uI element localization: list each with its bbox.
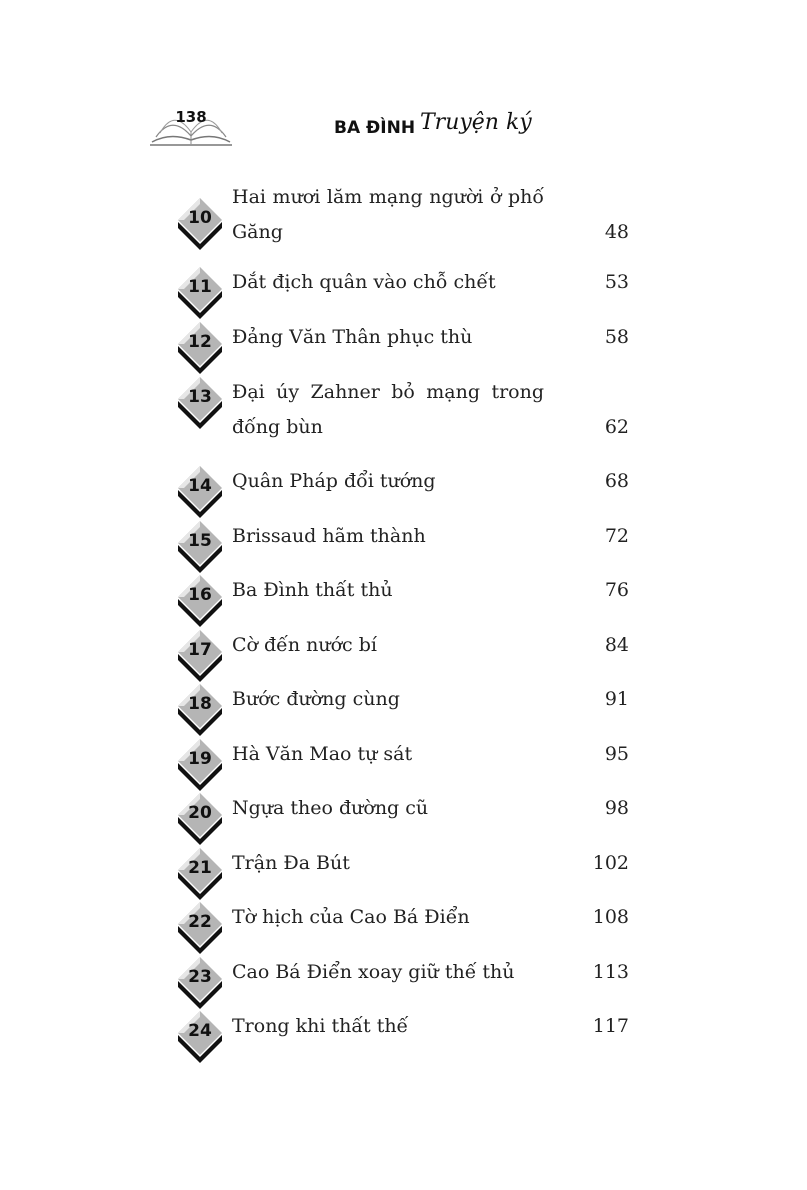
chapter-badge [172, 567, 228, 627]
chapter-title: Dắt địch quân vào chỗ chết [232, 271, 496, 293]
chapter-title: Tờ hịch của Cao Bá Điển [232, 906, 470, 928]
chapter-badge [172, 676, 228, 736]
chapter-number: 23 [188, 967, 212, 987]
chapter-badge [172, 259, 228, 319]
chapter-page: 58 [604, 326, 629, 348]
chapter-title: Hà Văn Mao tự sát [232, 743, 413, 765]
chapter-badge [172, 190, 228, 250]
chapter-title: Ngựa theo đường cũ [232, 797, 429, 819]
chapter-badge [172, 622, 228, 682]
chapter-number: 17 [188, 640, 212, 660]
chapter-page: 91 [604, 688, 629, 710]
chapter-badge [172, 894, 228, 954]
chapter-title: Trong khi thất thế [232, 1015, 409, 1037]
chapter-number: 15 [188, 531, 212, 551]
page-number: 138 [175, 108, 207, 126]
chapter-number: 22 [188, 912, 212, 932]
chapter-page: 76 [604, 579, 629, 601]
chapter-number: 10 [188, 208, 212, 228]
chapter-title: Đảng Văn Thân phục thù [232, 326, 473, 348]
chapter-page: 113 [592, 961, 629, 983]
page-header [0, 0, 807, 150]
chapter-title: Trận Đa Bút [232, 852, 350, 874]
chapter-number: 19 [188, 749, 212, 769]
chapter-title: Brissaud hãm thành [232, 525, 426, 547]
chapter-page: 53 [604, 271, 629, 293]
chapter-number: 16 [188, 585, 212, 605]
chapter-number: 14 [188, 476, 212, 496]
chapter-title: Đại úy Zahner bỏ mạng trong đống bùn [232, 381, 544, 438]
chapter-title: Cờ đến nước bí [232, 634, 377, 656]
chapter-badge [172, 731, 228, 791]
book-subtitle: Truyện ký [420, 110, 532, 135]
chapter-badge [172, 513, 228, 573]
chapter-page: 72 [604, 525, 629, 547]
chapter-badge [172, 369, 228, 429]
chapter-badge [172, 1003, 228, 1063]
chapter-number: 18 [188, 694, 212, 714]
chapter-page: 98 [604, 797, 629, 819]
chapter-number: 21 [188, 858, 212, 878]
chapter-title: Hai mươi lăm mạng người ở phố Găng [232, 186, 544, 243]
chapter-page: 62 [604, 416, 629, 438]
chapter-title: Ba Đình thất thủ [232, 579, 393, 601]
chapter-badge [172, 314, 228, 374]
chapter-badge [172, 458, 228, 518]
chapter-page: 48 [604, 221, 629, 243]
chapter-number: 12 [188, 332, 212, 352]
chapter-title: Cao Bá Điển xoay giữ thế thủ [232, 961, 515, 983]
chapter-title: Bước đường cùng [232, 688, 400, 710]
chapter-badge [172, 840, 228, 900]
chapter-number: 13 [188, 387, 212, 407]
chapter-page: 108 [592, 906, 629, 928]
chapter-badge [172, 949, 228, 1009]
chapter-number: 24 [188, 1021, 212, 1041]
chapter-number: 20 [188, 803, 212, 823]
chapter-page: 102 [592, 852, 629, 874]
chapter-badge [172, 785, 228, 845]
book-title: BA ĐÌNH [334, 118, 416, 138]
chapter-page: 68 [604, 470, 629, 492]
chapter-page: 84 [604, 634, 629, 656]
chapter-page: 95 [604, 743, 629, 765]
chapter-number: 11 [188, 277, 212, 297]
chapter-title: Quân Pháp đổi tướng [232, 470, 436, 492]
chapter-page: 117 [592, 1015, 629, 1037]
